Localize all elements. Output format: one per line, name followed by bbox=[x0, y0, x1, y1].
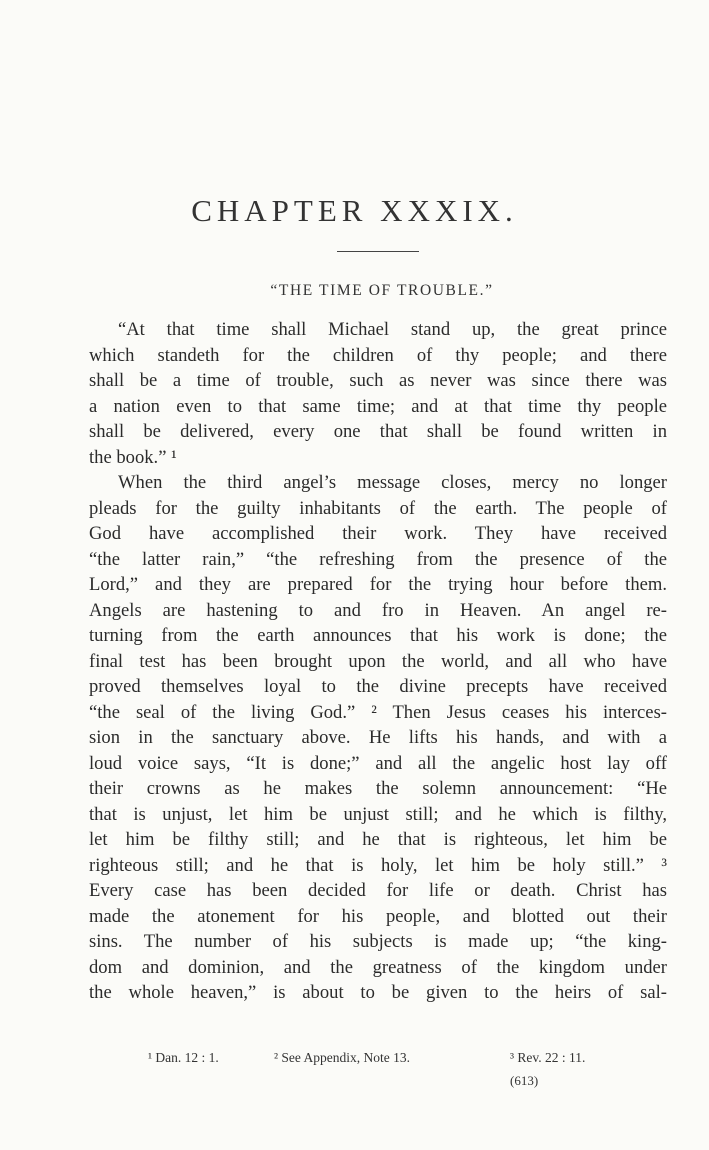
text-line: sins. The number of his subjects is made up; “the king- bbox=[89, 931, 667, 952]
chapter-title: CHAPTER XXXIX. bbox=[191, 193, 518, 228]
text-line: shall be delivered, every one that shall be found written in bbox=[89, 421, 667, 442]
text-line: dom and dominion, and the greatness of the kingdom under bbox=[89, 956, 667, 978]
text-line: “At that time shall Michael stand up, the great prince bbox=[118, 319, 667, 340]
text-line: When the third angel’s message closes, mercy no longer bbox=[118, 472, 667, 493]
text-line: righteous still; and he that is holy, let him be holy still.” ³ bbox=[89, 854, 667, 876]
text-line: the book.” ¹ bbox=[89, 446, 177, 468]
text-line: that is unjust, let him be unjust still; and he which is filthy, bbox=[89, 803, 667, 825]
text-line: Every case has been decided for life or death. Christ has bbox=[89, 880, 667, 901]
text-line: shall be a time of trouble, such as never was since there was bbox=[89, 370, 667, 391]
footnote: ² See Appendix, Note 13. bbox=[274, 1050, 411, 1065]
text-line: made the atonement for his people, and blotted out their bbox=[89, 905, 667, 927]
text-line: Angels are hastening to and fro in Heaven. An angel re- bbox=[89, 599, 667, 621]
chapter-subtitle: “THE TIME OF TROUBLE.” bbox=[270, 282, 494, 299]
text-line: their crowns as he makes the solemn announcement: “He bbox=[89, 778, 667, 799]
text-line: which standeth for the children of thy people; and there bbox=[89, 344, 667, 366]
page-number: (613) bbox=[510, 1073, 539, 1088]
text-line: proved themselves loyal to the divine precepts have received bbox=[89, 676, 667, 697]
text-line: the whole heaven,” is about to be given to the heirs of sal- bbox=[89, 982, 667, 1003]
text-line: final test has been brought upon the world, and all who have bbox=[89, 650, 667, 672]
text-line: sion in the sanctuary above. He lifts his hands, and with a bbox=[89, 727, 667, 748]
body-text bbox=[89, 317, 667, 1006]
title-divider bbox=[337, 251, 419, 252]
text-line: “the latter rain,” “the refreshing from the presence of the bbox=[89, 548, 667, 570]
text-line: a nation even to that same time; and at that time thy people bbox=[89, 395, 667, 417]
text-line: pleads for the guilty inhabitants of the earth. The people of bbox=[89, 497, 667, 519]
footnote: ³ Rev. 22 : 11. bbox=[510, 1050, 586, 1065]
text-line: God have accomplished their work. They have received bbox=[89, 523, 667, 544]
footnote: ¹ Dan. 12 : 1. bbox=[148, 1050, 219, 1065]
text-line: Lord,” and they are prepared for the trying hour before them. bbox=[89, 574, 667, 595]
text-line: loud voice says, “It is done;” and all the angelic host lay off bbox=[89, 752, 667, 774]
text-line: “the seal of the living God.” ² Then Jesus ceases his interces- bbox=[89, 701, 667, 723]
text-line: turning from the earth announces that his work is done; the bbox=[89, 625, 667, 646]
text-line: let him be filthy still; and he that is righteous, let him be bbox=[89, 829, 667, 850]
